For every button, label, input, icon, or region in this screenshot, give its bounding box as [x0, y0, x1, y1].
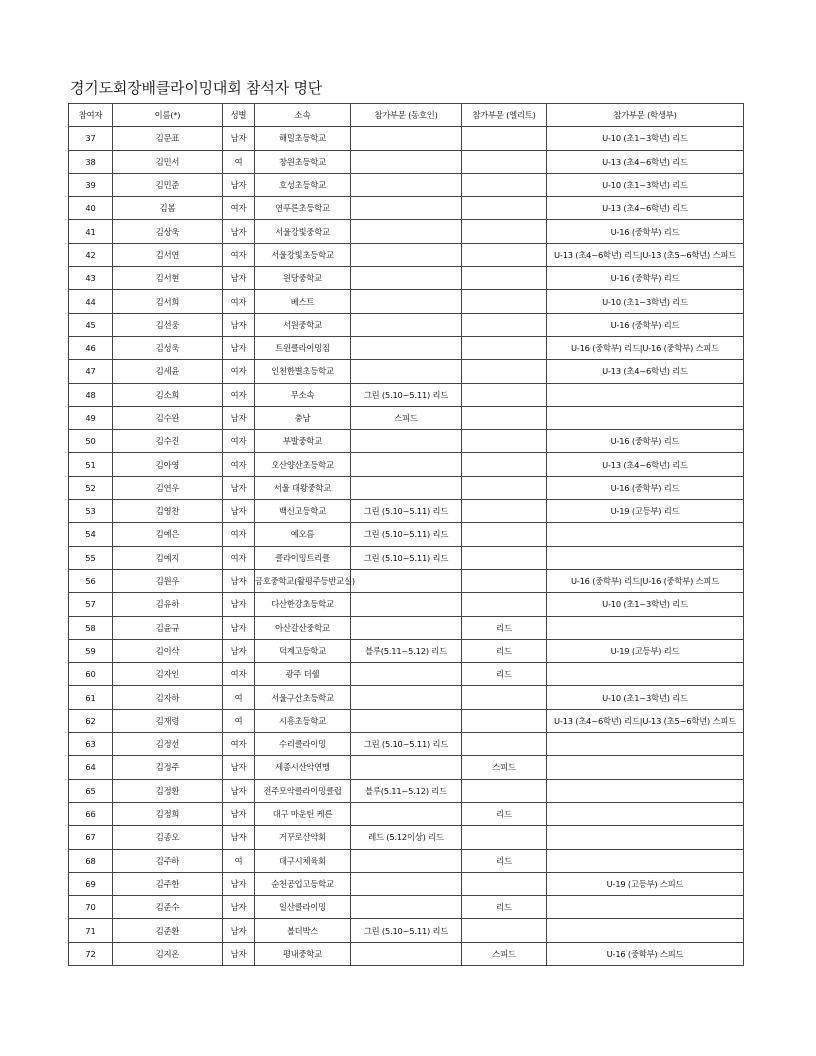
- table-row: [69, 430, 744, 453]
- cell-elite-category: [462, 593, 547, 616]
- cell-participant-no: 45: [69, 313, 113, 336]
- cell-elite-category: [462, 919, 547, 942]
- table-row: [69, 360, 744, 383]
- cell-amateur-category: [351, 476, 462, 499]
- cell-elite-category: [462, 127, 547, 150]
- cell-name: 김서희: [113, 290, 223, 313]
- cell-gender: 남자: [223, 476, 255, 499]
- cell-affiliation: 인천한별초등학교: [255, 360, 351, 383]
- cell-gender: 남자: [223, 896, 255, 919]
- cell-amateur-category: [351, 127, 462, 150]
- cell-student-category: U-16 (중학부) 리드: [547, 267, 744, 290]
- cell-gender: 여자: [223, 663, 255, 686]
- cell-name: 김주한: [113, 872, 223, 895]
- cell-elite-category: [462, 826, 547, 849]
- cell-name: 김예은: [113, 523, 223, 546]
- cell-elite-category: 스피드: [462, 756, 547, 779]
- cell-name: 김준환: [113, 919, 223, 942]
- cell-name: 김서연: [113, 243, 223, 266]
- cell-amateur-category: [351, 756, 462, 779]
- cell-amateur-category: [351, 290, 462, 313]
- table-row: [69, 383, 744, 406]
- table-row: [69, 826, 744, 849]
- cell-name: 김윤규: [113, 616, 223, 639]
- cell-elite-category: 리드: [462, 896, 547, 919]
- cell-participant-no: 37: [69, 127, 113, 150]
- cell-name: 김정희: [113, 802, 223, 825]
- cell-amateur-category: [351, 453, 462, 476]
- cell-amateur-category: [351, 336, 462, 359]
- cell-participant-no: 43: [69, 267, 113, 290]
- cell-name: 김자하: [113, 686, 223, 709]
- cell-affiliation: 백신고등학교: [255, 500, 351, 523]
- cell-student-category: U-10 (초1~3학년) 리드: [547, 127, 744, 150]
- cell-gender: 여자: [223, 383, 255, 406]
- cell-affiliation: 무소속: [255, 383, 351, 406]
- cell-participant-no: 52: [69, 476, 113, 499]
- cell-student-category: U-13 (초4~6학년) 리드: [547, 150, 744, 173]
- cell-amateur-category: [351, 569, 462, 592]
- cell-elite-category: 리드: [462, 849, 547, 872]
- cell-amateur-category: 블루(5.11~5.12) 리드: [351, 639, 462, 662]
- cell-student-category: U-13 (초4~6학년) 리드|U-13 (초5~6학년) 스피드: [547, 243, 744, 266]
- table-row: [69, 872, 744, 895]
- cell-participant-no: 63: [69, 733, 113, 756]
- cell-participant-no: 38: [69, 150, 113, 173]
- cell-participant-no: 71: [69, 919, 113, 942]
- cell-elite-category: 리드: [462, 616, 547, 639]
- header-participant-no: 참여자: [69, 104, 113, 127]
- cell-gender: 여자: [223, 197, 255, 220]
- cell-elite-category: [462, 779, 547, 802]
- cell-gender: 남자: [223, 616, 255, 639]
- cell-name: 김연우: [113, 476, 223, 499]
- cell-name: 김종오: [113, 826, 223, 849]
- cell-student-category: U-13 (초4~6학년) 리드: [547, 197, 744, 220]
- cell-student-category: [547, 849, 744, 872]
- cell-amateur-category: [351, 593, 462, 616]
- cell-gender: 남자: [223, 267, 255, 290]
- cell-amateur-category: [351, 220, 462, 243]
- cell-student-category: [547, 826, 744, 849]
- cell-elite-category: [462, 267, 547, 290]
- cell-elite-category: [462, 336, 547, 359]
- cell-participant-no: 65: [69, 779, 113, 802]
- cell-gender: 여: [223, 849, 255, 872]
- cell-participant-no: 39: [69, 173, 113, 196]
- table-row: [69, 616, 744, 639]
- cell-student-category: [547, 779, 744, 802]
- cell-participant-no: 49: [69, 406, 113, 429]
- cell-gender: 남자: [223, 919, 255, 942]
- cell-name: 김아영: [113, 453, 223, 476]
- cell-gender: 남자: [223, 779, 255, 802]
- cell-name: 김소희: [113, 383, 223, 406]
- cell-elite-category: [462, 453, 547, 476]
- cell-gender: 남자: [223, 756, 255, 779]
- cell-gender: 남자: [223, 406, 255, 429]
- cell-affiliation: 덕계고등학교: [255, 639, 351, 662]
- cell-affiliation: 볼더박스: [255, 919, 351, 942]
- table-row: [69, 523, 744, 546]
- cell-amateur-category: [351, 360, 462, 383]
- cell-amateur-category: 레드 (5.12이상) 리드: [351, 826, 462, 849]
- cell-affiliation: 평내중학교: [255, 942, 351, 965]
- cell-affiliation: 세종시산악연맹: [255, 756, 351, 779]
- cell-name: 김지온: [113, 942, 223, 965]
- cell-student-category: [547, 733, 744, 756]
- cell-affiliation: 서울 대왕중학교: [255, 476, 351, 499]
- cell-amateur-category: [351, 150, 462, 173]
- cell-elite-category: [462, 523, 547, 546]
- table-row: [69, 173, 744, 196]
- cell-amateur-category: [351, 802, 462, 825]
- cell-participant-no: 67: [69, 826, 113, 849]
- cell-amateur-category: 블루(5.11~5.12) 리드: [351, 779, 462, 802]
- cell-affiliation: 서울구산초등학교: [255, 686, 351, 709]
- cell-student-category: [547, 756, 744, 779]
- table-row: [69, 150, 744, 173]
- cell-name: 김정환: [113, 779, 223, 802]
- cell-name: 김문표: [113, 127, 223, 150]
- cell-affiliation: 아산갈산중학교: [255, 616, 351, 639]
- cell-participant-no: 58: [69, 616, 113, 639]
- cell-affiliation: 원당중학교: [255, 267, 351, 290]
- cell-gender: 여: [223, 150, 255, 173]
- cell-gender: 남자: [223, 500, 255, 523]
- cell-gender: 남자: [223, 220, 255, 243]
- cell-student-category: U-13 (초4~6학년) 리드|U-13 (초5~6학년) 스피드: [547, 709, 744, 732]
- cell-amateur-category: [351, 430, 462, 453]
- cell-student-category: [547, 406, 744, 429]
- cell-name: 김민서: [113, 150, 223, 173]
- cell-affiliation: 금호중학교(활평주등반교실): [255, 569, 351, 592]
- table-row: [69, 546, 744, 569]
- cell-affiliation: 호성초등학교: [255, 173, 351, 196]
- header-name: 이름(*): [113, 104, 223, 127]
- cell-elite-category: [462, 872, 547, 895]
- cell-elite-category: [462, 150, 547, 173]
- cell-name: 김서현: [113, 267, 223, 290]
- cell-student-category: U-16 (중학부) 리드: [547, 476, 744, 499]
- table-row: [69, 733, 744, 756]
- cell-elite-category: 리드: [462, 802, 547, 825]
- cell-participant-no: 62: [69, 709, 113, 732]
- cell-participant-no: 59: [69, 639, 113, 662]
- cell-name: 김상욱: [113, 220, 223, 243]
- cell-student-category: U-10 (초1~3학년) 리드: [547, 173, 744, 196]
- cell-amateur-category: [351, 872, 462, 895]
- header-gender: 성별: [223, 104, 255, 127]
- cell-elite-category: [462, 243, 547, 266]
- cell-amateur-category: [351, 616, 462, 639]
- table-row: [69, 686, 744, 709]
- cell-student-category: [547, 616, 744, 639]
- table-row: [69, 453, 744, 476]
- cell-participant-no: 66: [69, 802, 113, 825]
- cell-affiliation: 베스트: [255, 290, 351, 313]
- cell-gender: 여자: [223, 290, 255, 313]
- table-row: [69, 336, 744, 359]
- cell-name: 김이삭: [113, 639, 223, 662]
- cell-gender: 여자: [223, 546, 255, 569]
- cell-elite-category: 리드: [462, 663, 547, 686]
- cell-student-category: [547, 383, 744, 406]
- cell-name: 김유하: [113, 593, 223, 616]
- table-row: [69, 593, 744, 616]
- cell-affiliation: 일산클라이밍: [255, 896, 351, 919]
- cell-affiliation: 클라이밍트리클: [255, 546, 351, 569]
- cell-participant-no: 40: [69, 197, 113, 220]
- cell-name: 김예지: [113, 546, 223, 569]
- cell-student-category: [547, 919, 744, 942]
- cell-student-category: U-16 (중학부) 리드|U-16 (중학부) 스피드: [547, 336, 744, 359]
- cell-amateur-category: 스피드: [351, 406, 462, 429]
- cell-amateur-category: [351, 663, 462, 686]
- cell-elite-category: 리드: [462, 639, 547, 662]
- table-row: [69, 220, 744, 243]
- table-row: [69, 569, 744, 592]
- cell-student-category: U-16 (중학부) 리드: [547, 220, 744, 243]
- table-row: [69, 500, 744, 523]
- cell-student-category: U-19 (고등부) 리드: [547, 500, 744, 523]
- cell-amateur-category: [351, 849, 462, 872]
- cell-name: 김민준: [113, 173, 223, 196]
- cell-amateur-category: [351, 942, 462, 965]
- table-row: [69, 779, 744, 802]
- cell-amateur-category: [351, 313, 462, 336]
- cell-student-category: [547, 896, 744, 919]
- cell-elite-category: [462, 360, 547, 383]
- cell-name: 김봄: [113, 197, 223, 220]
- cell-elite-category: [462, 500, 547, 523]
- cell-participant-no: 60: [69, 663, 113, 686]
- table-row: [69, 942, 744, 965]
- table-row: [69, 709, 744, 732]
- cell-participant-no: 46: [69, 336, 113, 359]
- cell-name: 김선웅: [113, 313, 223, 336]
- cell-participant-no: 61: [69, 686, 113, 709]
- cell-student-category: [547, 663, 744, 686]
- cell-student-category: [547, 523, 744, 546]
- cell-gender: 여자: [223, 523, 255, 546]
- cell-participant-no: 56: [69, 569, 113, 592]
- cell-student-category: U-16 (중학부) 스피드: [547, 942, 744, 965]
- cell-affiliation: 수리클라이밍: [255, 733, 351, 756]
- cell-amateur-category: [351, 709, 462, 732]
- table-row: [69, 802, 744, 825]
- cell-participant-no: 53: [69, 500, 113, 523]
- cell-amateur-category: 그린 (5.10~5.11) 리드: [351, 500, 462, 523]
- cell-affiliation: 서울강빛중학교: [255, 220, 351, 243]
- cell-student-category: U-13 (초4~6학년) 리드: [547, 360, 744, 383]
- cell-participant-no: 70: [69, 896, 113, 919]
- cell-participant-no: 57: [69, 593, 113, 616]
- cell-elite-category: [462, 406, 547, 429]
- cell-amateur-category: [351, 173, 462, 196]
- cell-affiliation: 예오름: [255, 523, 351, 546]
- table-row: [69, 290, 744, 313]
- cell-gender: 여자: [223, 733, 255, 756]
- cell-gender: 남자: [223, 826, 255, 849]
- cell-participant-no: 48: [69, 383, 113, 406]
- header-amateur-category: 참가부문 (동호인): [351, 104, 462, 127]
- table-row: [69, 197, 744, 220]
- cell-participant-no: 64: [69, 756, 113, 779]
- cell-amateur-category: 그린 (5.10~5.11) 리드: [351, 919, 462, 942]
- cell-participant-no: 54: [69, 523, 113, 546]
- cell-amateur-category: 그린 (5.10~5.11) 리드: [351, 523, 462, 546]
- cell-participant-no: 42: [69, 243, 113, 266]
- page-title: 경기도회장배클라이밍대회 참석자 명단: [70, 79, 323, 97]
- cell-participant-no: 41: [69, 220, 113, 243]
- cell-gender: 남자: [223, 336, 255, 359]
- cell-gender: 남자: [223, 127, 255, 150]
- cell-student-category: [547, 546, 744, 569]
- table-row: [69, 663, 744, 686]
- cell-name: 김영찬: [113, 500, 223, 523]
- cell-amateur-category: 그린 (5.10~5.11) 리드: [351, 546, 462, 569]
- table-row: [69, 849, 744, 872]
- cell-participant-no: 55: [69, 546, 113, 569]
- cell-amateur-category: [351, 686, 462, 709]
- table-row: [69, 476, 744, 499]
- cell-student-category: [547, 802, 744, 825]
- cell-elite-category: [462, 569, 547, 592]
- cell-student-category: U-10 (초1~3학년) 리드: [547, 290, 744, 313]
- cell-gender: 남자: [223, 593, 255, 616]
- cell-elite-category: [462, 383, 547, 406]
- cell-gender: 여자: [223, 430, 255, 453]
- table-body: [69, 127, 744, 966]
- cell-student-category: U-10 (초1~3학년) 리드: [547, 593, 744, 616]
- cell-name: 김재령: [113, 709, 223, 732]
- cell-gender: 여자: [223, 243, 255, 266]
- cell-amateur-category: [351, 197, 462, 220]
- cell-amateur-category: 그린 (5.10~5.11) 리드: [351, 383, 462, 406]
- cell-affiliation: 전주모악클라이밍클럽: [255, 779, 351, 802]
- cell-gender: 남자: [223, 313, 255, 336]
- cell-participant-no: 69: [69, 872, 113, 895]
- cell-elite-category: [462, 430, 547, 453]
- cell-student-category: U-19 (고등부) 스피드: [547, 872, 744, 895]
- cell-gender: 남자: [223, 942, 255, 965]
- cell-gender: 남자: [223, 872, 255, 895]
- cell-elite-category: [462, 709, 547, 732]
- cell-affiliation: 창원초등학교: [255, 150, 351, 173]
- cell-elite-category: [462, 546, 547, 569]
- table-row: [69, 919, 744, 942]
- cell-name: 김정주: [113, 756, 223, 779]
- cell-name: 김준수: [113, 896, 223, 919]
- cell-gender: 여자: [223, 360, 255, 383]
- cell-affiliation: 트윈클라이밍짐: [255, 336, 351, 359]
- cell-student-category: U-13 (초4~6학년) 리드: [547, 453, 744, 476]
- cell-affiliation: 순천공업고등학교: [255, 872, 351, 895]
- cell-affiliation: 부발중학교: [255, 430, 351, 453]
- cell-name: 김원우: [113, 569, 223, 592]
- cell-affiliation: 서원중학교: [255, 313, 351, 336]
- cell-affiliation: 대구시체육회: [255, 849, 351, 872]
- cell-amateur-category: 그린 (5.10~5.11) 리드: [351, 733, 462, 756]
- cell-gender: 남자: [223, 173, 255, 196]
- cell-name: 김수완: [113, 406, 223, 429]
- cell-affiliation: 광주 더쉘: [255, 663, 351, 686]
- participant-table: [68, 103, 744, 966]
- cell-elite-category: [462, 313, 547, 336]
- cell-gender: 남자: [223, 639, 255, 662]
- cell-elite-category: [462, 290, 547, 313]
- cell-gender: 남자: [223, 802, 255, 825]
- cell-elite-category: [462, 686, 547, 709]
- table-row: [69, 406, 744, 429]
- header-student-category: 참가부문 (학생부): [547, 104, 744, 127]
- cell-gender: 남자: [223, 569, 255, 592]
- cell-affiliation: 대구 마운틴 케른: [255, 802, 351, 825]
- cell-name: 김정선: [113, 733, 223, 756]
- cell-elite-category: [462, 173, 547, 196]
- cell-name: 김주하: [113, 849, 223, 872]
- cell-participant-no: 72: [69, 942, 113, 965]
- cell-gender: 여: [223, 686, 255, 709]
- cell-affiliation: 거꾸로산악회: [255, 826, 351, 849]
- cell-elite-category: [462, 476, 547, 499]
- cell-elite-category: [462, 197, 547, 220]
- cell-student-category: U-16 (중학부) 리드: [547, 430, 744, 453]
- cell-affiliation: 시흥초등학교: [255, 709, 351, 732]
- cell-affiliation: 다산한강초등학교: [255, 593, 351, 616]
- table-row: [69, 267, 744, 290]
- cell-student-category: U-19 (고등부) 리드: [547, 639, 744, 662]
- table-row: [69, 639, 744, 662]
- cell-participant-no: 68: [69, 849, 113, 872]
- cell-name: 김세윤: [113, 360, 223, 383]
- cell-elite-category: [462, 733, 547, 756]
- table-row: [69, 243, 744, 266]
- table-row: [69, 127, 744, 150]
- cell-amateur-category: [351, 896, 462, 919]
- table-row: [69, 756, 744, 779]
- cell-affiliation: 해밀초등학교: [255, 127, 351, 150]
- cell-elite-category: 스피드: [462, 942, 547, 965]
- cell-participant-no: 50: [69, 430, 113, 453]
- cell-student-category: U-16 (중학부) 리드|U-16 (중학부) 스피드: [547, 569, 744, 592]
- cell-student-category: U-16 (중학부) 리드: [547, 313, 744, 336]
- cell-name: 김수진: [113, 430, 223, 453]
- cell-gender: 여자: [223, 453, 255, 476]
- header-affiliation: 소속: [255, 104, 351, 127]
- cell-student-category: U-10 (초1~3학년) 리드: [547, 686, 744, 709]
- cell-affiliation: 오산양산초등학교: [255, 453, 351, 476]
- table-header-row: [69, 104, 744, 127]
- cell-amateur-category: [351, 267, 462, 290]
- cell-affiliation: 연푸른초등학교: [255, 197, 351, 220]
- cell-affiliation: 충남: [255, 406, 351, 429]
- cell-name: 김자인: [113, 663, 223, 686]
- cell-affiliation: 서울강빛초등학교: [255, 243, 351, 266]
- cell-participant-no: 44: [69, 290, 113, 313]
- cell-participant-no: 47: [69, 360, 113, 383]
- cell-gender: 여: [223, 709, 255, 732]
- cell-amateur-category: [351, 243, 462, 266]
- cell-name: 김성욱: [113, 336, 223, 359]
- table-row: [69, 313, 744, 336]
- table-row: [69, 896, 744, 919]
- cell-participant-no: 51: [69, 453, 113, 476]
- header-elite-category: 참가부문 (엘리트): [462, 104, 547, 127]
- cell-elite-category: [462, 220, 547, 243]
